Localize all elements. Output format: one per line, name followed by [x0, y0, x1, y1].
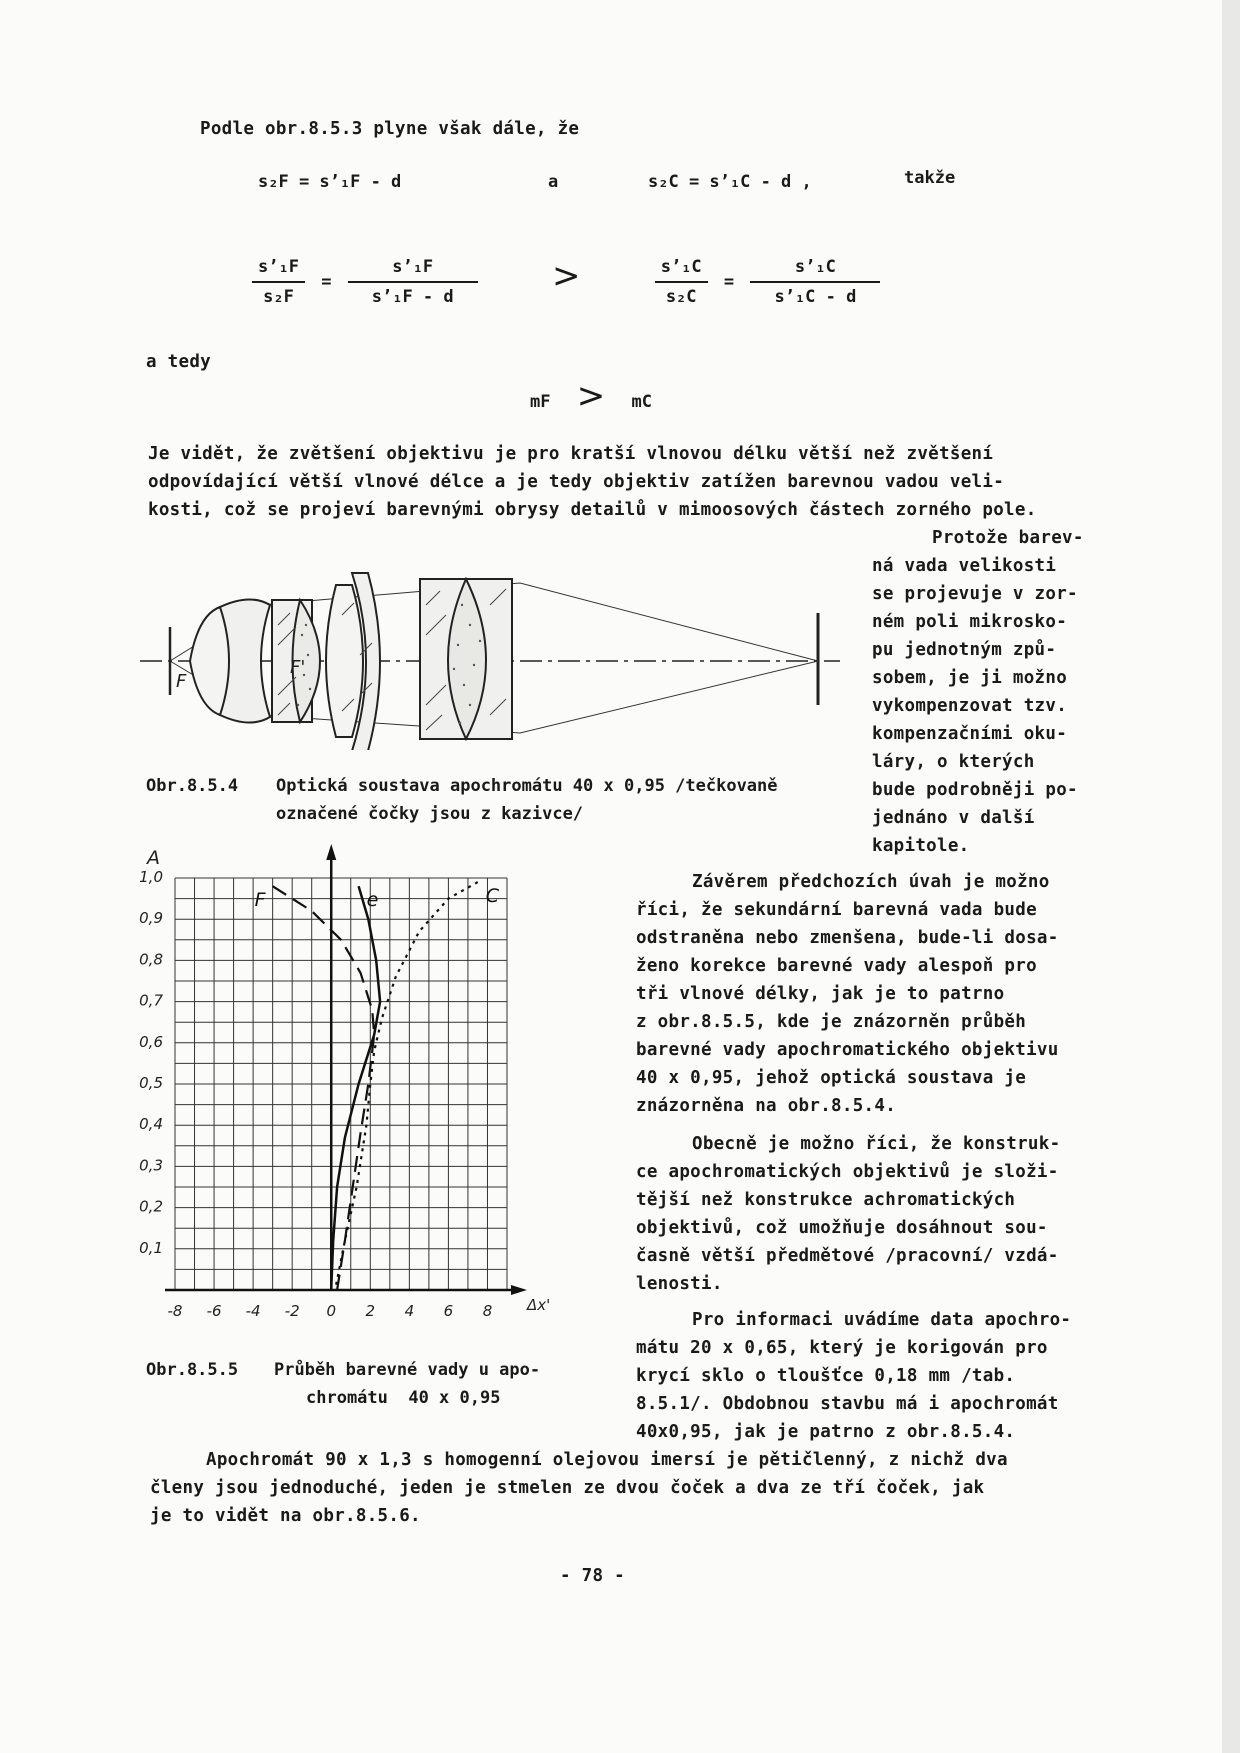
x-tick-label: -4	[245, 1302, 261, 1320]
y-tick-label: 0,4	[139, 1115, 163, 1134]
paragraph-4: Obecně je možno říci, že konstruk- ce apochromatických objektivů je složi- tější než konstrukce achromatických objektivů, což umožňuje dosáhnout sou- časně větší předmětové /pracovní/ vzdá- lenosti.	[636, 1134, 1061, 1294]
y-axis-arrow	[326, 844, 336, 860]
y-tick-label: 0,8	[139, 950, 163, 969]
fraction-mid: $\frac{\text{s’₁F}}{\text{s’₁F - d}}$	[348, 257, 478, 307]
chromatic-aberration-chart	[135, 840, 575, 1350]
equation-takze: takže	[904, 168, 956, 188]
y-tick-label: 0,9	[139, 909, 163, 928]
equation-s2f: s₂F = s’₁F - d	[258, 172, 402, 192]
x-tick-label: 6	[443, 1302, 454, 1320]
figure-1-caption: Obr.8.5.4 Optická soustava apochromátu 40 x 0,95 /tečkovaně označené čočky jsou z kazivce/	[146, 776, 778, 824]
middle-lens-inner	[326, 585, 363, 737]
x-tick-label: 2	[365, 1302, 376, 1320]
paragraph-6: Apochromát 90 x 1,3 s homogenní olejovou imersí je pětičlenný, z nichž dva členy jsou jednoduché, jeden je stmelen ze dvou čoček a dva ze tří čoček, jak je to vidět na obr.8.5.6.	[150, 1450, 1008, 1526]
y-tick-label: 0,3	[139, 1156, 163, 1175]
x-tick-label: -8	[167, 1302, 183, 1320]
x-axis-arrow	[511, 1285, 527, 1295]
paragraph-1: Je vidět, že zvětšení objektivu je pro kratší vlnovou délku větší než zvětšení odpovídající větší vlnové délce a je tedy objektiv zatížen barevnou vadou veli- kosti, což se projeví barevnými obrysy detailů v mimoosových částech zorného pole.	[148, 444, 1037, 520]
x-tick-label: 8	[482, 1302, 493, 1320]
fraction-right: $\frac{\text{s’₁C}}{\text{s’₁C - d}}$	[750, 257, 880, 307]
y-tick-label: 0,6	[139, 1032, 163, 1051]
x-axis-label: Δx'	[527, 1296, 551, 1314]
y-tick-label: 0,7	[139, 991, 163, 1010]
equation-s2c: s₂C = s’₁C - d ,	[648, 172, 812, 192]
series-line-c	[335, 882, 478, 1290]
page-number: - 78 -	[560, 1566, 626, 1586]
paragraph-2: Protože barev- ná vada velikosti se projevuje v zor- ném poli mikrosko- pu jednotným způ- sobem, je ji možno vykompenzovat tzv. kompenzačními oku- láry, o kterých bude podrobněji po- jednáno v další kapitole.	[872, 528, 1084, 856]
series-line-f	[273, 886, 375, 1290]
optical-system-diagram	[140, 565, 840, 750]
series-label-c: C	[485, 885, 499, 908]
x-tick-label: -6	[206, 1302, 222, 1320]
y-tick-label: 1,0	[139, 868, 163, 886]
series-label-f: F	[254, 889, 266, 912]
label-focus-f-prime: F'	[290, 657, 306, 678]
x-tick-label: -2	[284, 1302, 300, 1320]
magnification-comparison: mF > mC	[530, 376, 652, 416]
y-axis-label: A	[147, 847, 160, 869]
fraction-lhs: $\frac{\text{s’₁F}}{\text{s₂F}}$	[252, 257, 305, 307]
greater-than-sign: >	[551, 256, 581, 296]
series-line-e	[331, 886, 380, 1290]
y-tick-label: 0,1	[139, 1238, 163, 1257]
y-tick-label: 0,5	[139, 1074, 163, 1092]
series-label-e: e	[366, 889, 379, 912]
label-focus-f: F	[176, 671, 187, 692]
fraction-equation: $\frac{\text{s’₁F}}{\text{s₂F}}$ = $\frac{\text{s’₁F}}{\text{s’₁F - d}}$ > $\frac{\text{s’₁C}}{\text{s₂C}}$ = $\frac{\text{s’₁C}}{\text{s’₁C - d}}$	[252, 256, 880, 307]
figure-2-caption: Obr.8.5.5 Průběh barevné vady u apo- chromátu 40 x 0,95	[146, 1360, 541, 1408]
a-tedy-text: a tedy	[146, 352, 212, 372]
equation-and: a	[548, 172, 559, 192]
y-tick-label: 0,2	[139, 1197, 163, 1216]
x-tick-label: 4	[404, 1302, 415, 1320]
x-tick-label: 0	[326, 1302, 337, 1320]
paragraph-3: Závěrem předchozích úvah je možno říci, že sekundární barevná vada bude odstraněna nebo zmenšena, bude-li dosa- ženo korekce barevné vady alespoň pro tři vlnové délky, jak je to patrno z obr.8.5.5, kde je znázorněn průběh barevné vady apochromatického objektivu 40 x 0,95, jehož optická soustava je znázorněna na obr.8.5.4.	[636, 872, 1059, 1116]
fraction-rhs: $\frac{\text{s’₁C}}{\text{s₂C}}$	[655, 257, 708, 307]
paragraph-5: Pro informaci uvádíme data apochro- mátu 20 x 0,65, který je korigován pro krycí sklo o tloušťce 0,18 mm /tab. 8.5.1/. Obdobnou stavbu má i apochromát 40x0,95, jak je patrno z obr.8.5.4.	[636, 1310, 1072, 1442]
intro-text: Podle obr.8.5.3 plyne však dále, že	[200, 119, 580, 139]
